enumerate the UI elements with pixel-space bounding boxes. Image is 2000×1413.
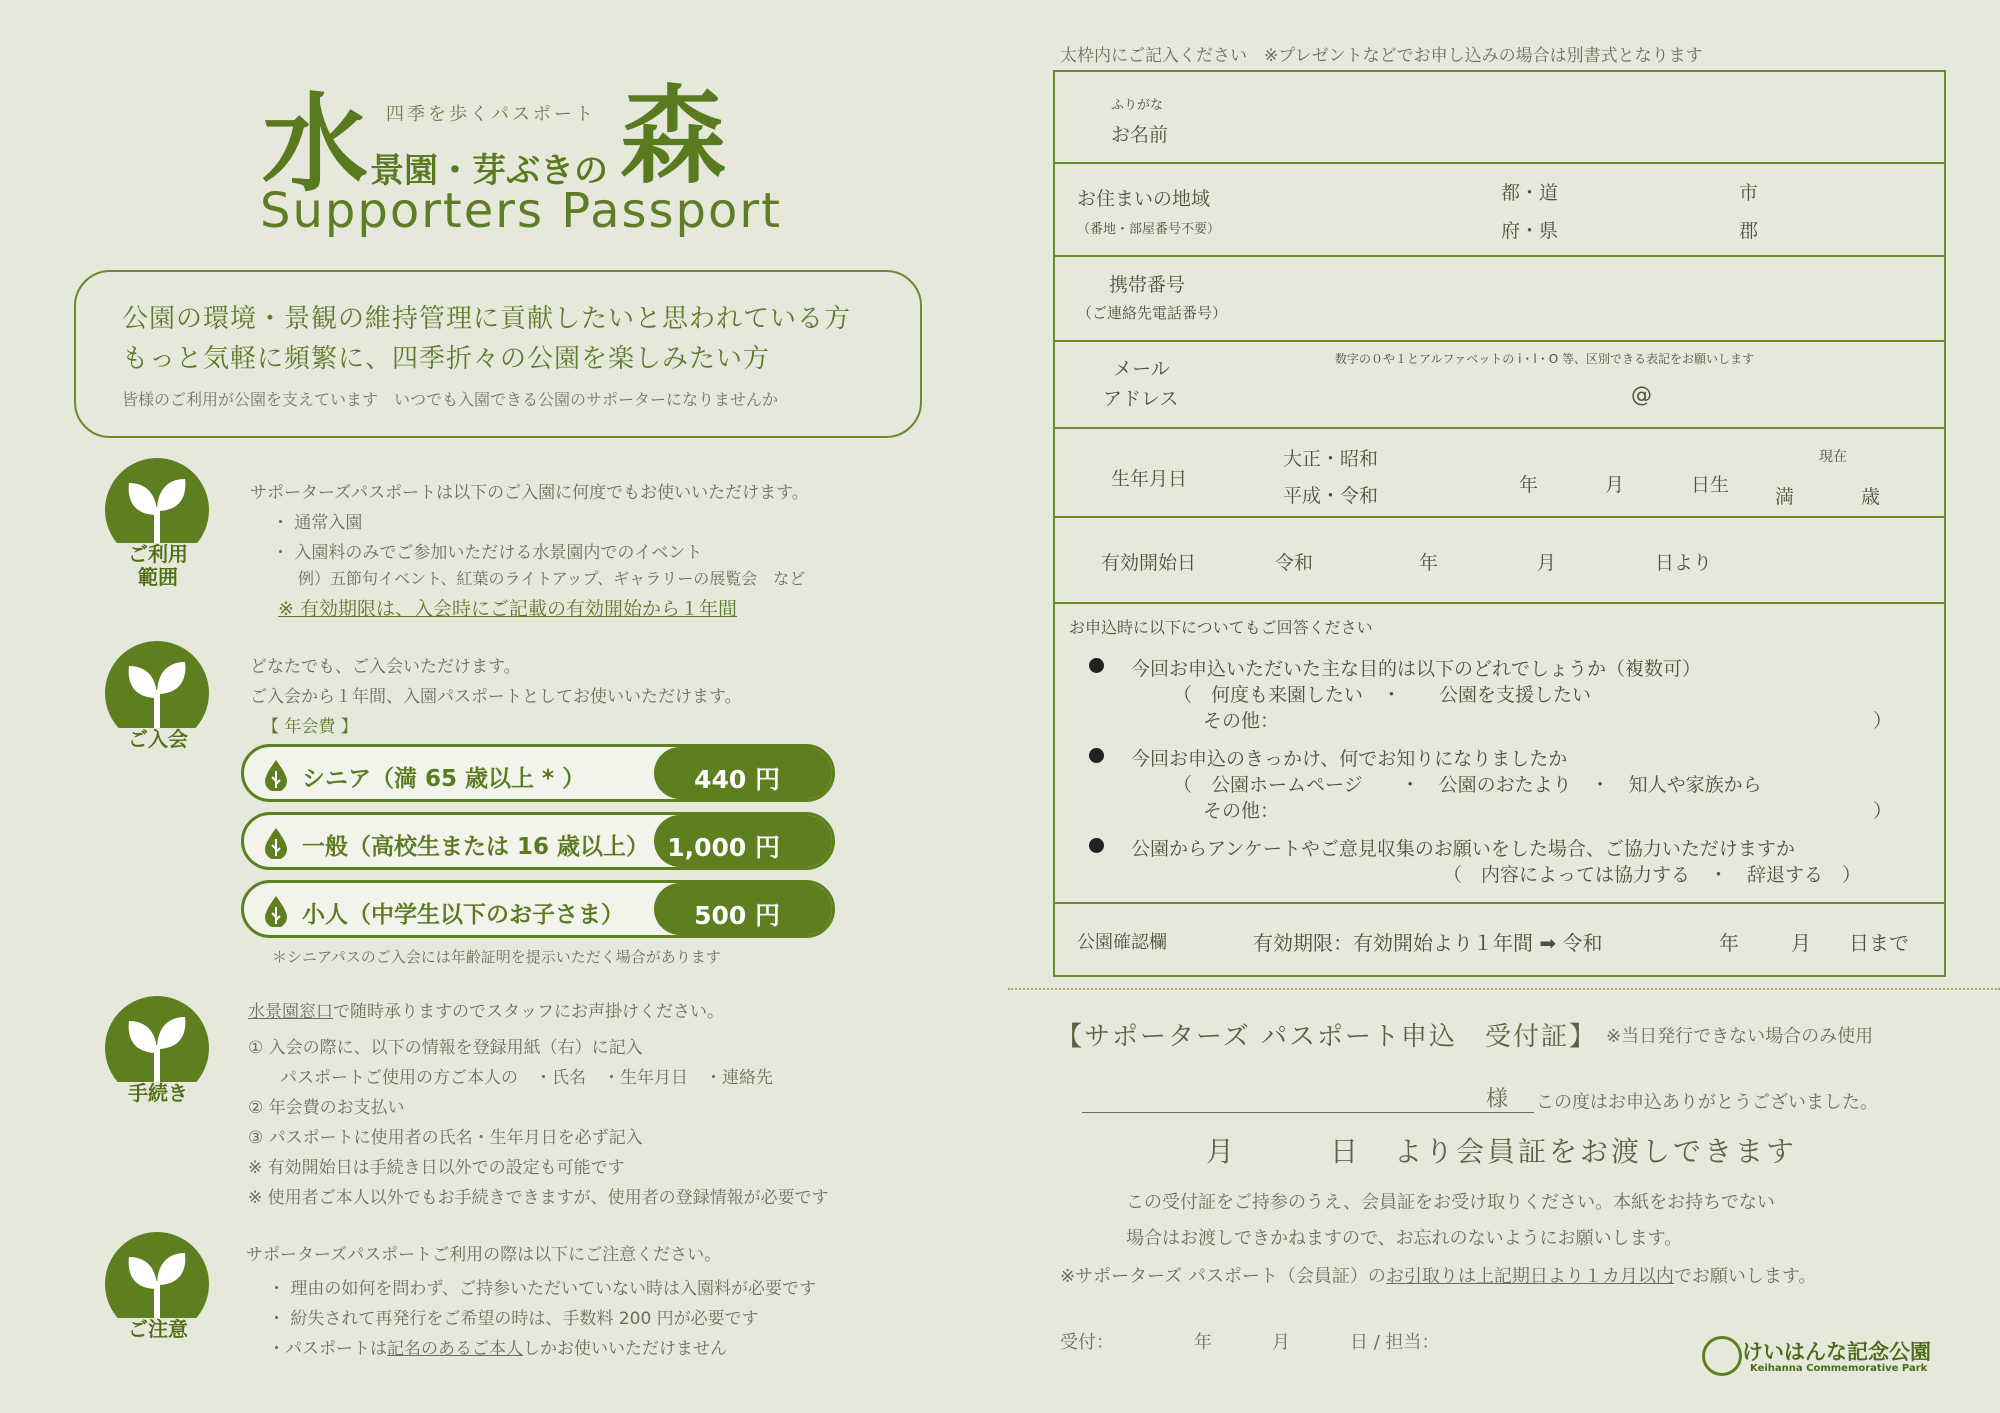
furigana-label: ふりがな	[1111, 98, 1164, 113]
sama-label: 様	[1486, 1087, 1509, 1112]
accept-day: 日 / 担当：	[1350, 1332, 1440, 1353]
todo-label: 都・道	[1501, 182, 1559, 204]
question-1: 今回お申込いただいた主な目的は以下のどれでしょうか（複数可）	[1131, 658, 1702, 680]
join-line-2: ご入会から１年間、入園パスポートとしてお使いいただけます。	[250, 687, 742, 707]
accept-label: 受付：	[1060, 1332, 1114, 1353]
start-month: 月	[1537, 552, 1557, 574]
receipt-para-3: ※サポーターズ パスポート（会員証）のお引取りは上記期日より１カ月以内でお願いします。	[1060, 1266, 1817, 1287]
join-line-1: どなたでも、ご入会いただけます。	[250, 657, 521, 677]
badge-usage-label: ご利用 範囲	[112, 543, 204, 589]
shi-label: 市	[1739, 182, 1759, 204]
start-reiwa: 令和	[1275, 552, 1314, 574]
title-mizu: 水	[262, 83, 368, 206]
question-lead: お申込時に以下についてもご回答ください	[1069, 618, 1373, 637]
expiry-year: 年	[1719, 931, 1739, 955]
usage-lead: サポーターズパスポートは以下のご入園に何度でもお使いいただけます。	[250, 483, 809, 503]
caution-item-1: ・ 理由の如何を問わず、ご持参いただいていない時は入園料が必要です	[268, 1279, 817, 1299]
procedure-note-2: ※ 使用者ご本人以外でもお手続きできますが、使用者の登録情報が必要です	[248, 1188, 829, 1208]
price-name: 小人（中学生以下のお子さま）	[302, 902, 624, 928]
badge-procedure-label: 手続き	[112, 1082, 204, 1105]
badge-join-label: ご入会	[112, 728, 204, 751]
intro-line-3: 皆様のご利用が公園を支えています いつでも入園できる公園のサポーターになりませんか	[122, 390, 779, 409]
price-row-child	[241, 880, 835, 938]
name-label: お名前	[1111, 124, 1169, 146]
price-row-general	[241, 812, 835, 870]
birth-label: 生年月日	[1111, 468, 1188, 490]
procedure-step-3: ③ パスポートに使用者の氏名・生年月日を必ず記入	[248, 1128, 643, 1148]
gun-label: 郡	[1739, 220, 1759, 242]
price-value: 1,000 円	[667, 833, 780, 862]
price-name: シニア（満 65 歳以上 * ）	[302, 766, 586, 792]
caution-item-3: ・パスポートは記名のあるご本人しかお使いいただけません	[268, 1339, 727, 1359]
logo-circle-icon	[1702, 1336, 1742, 1376]
caution-lead: サポーターズパスポートご利用の際は以下にご注意ください。	[246, 1245, 722, 1265]
question-1-options: （ 何度も来園したい ・ 公園を支援したい	[1173, 684, 1592, 706]
receipt-para-2: 場合はお渡しできかねますので、お忘れのないようにお願いします。	[1126, 1228, 1683, 1249]
usage-example: 例）五節句イベント、紅葉のライトアップ、ギャラリーの展覧会 など	[298, 569, 806, 588]
logo-text: けいはんな記念公園	[1742, 1340, 1931, 1364]
question-2-close: ）	[1873, 800, 1893, 822]
man-label: 満	[1775, 486, 1795, 508]
question-3: 公園からアンケートやご意見収集のお願いをした場合、ご協力いただけますか	[1131, 838, 1795, 860]
at-sign: @	[1631, 383, 1652, 407]
expiry-text: 有効期限：有効開始より１年間 ➡ 令和	[1253, 931, 1603, 955]
accept-year: 年	[1194, 1332, 1212, 1353]
era-2: 平成・令和	[1283, 485, 1379, 507]
era-1: 大正・昭和	[1283, 448, 1379, 470]
receipt-title: 【サポーターズ パスポート申込 受付証】	[1056, 1022, 1597, 1052]
procedure-note-1: ※ 有効開始日は手続き日以外での設定も可能です	[248, 1158, 625, 1178]
start-year: 年	[1419, 552, 1439, 574]
cut-line	[1008, 988, 2000, 990]
deliver-month: 月	[1206, 1135, 1238, 1168]
fee-label: 【 年会費 】	[262, 717, 358, 737]
area-note: （番地・部屋番号不要）	[1077, 222, 1221, 237]
registration-form	[1053, 70, 1946, 977]
current-label: 現在	[1819, 449, 1847, 465]
usage-item-2: ・ 入園料のみでご参加いただける水景園内でのイベント	[272, 543, 703, 563]
badge-caution-label: ご注意	[112, 1318, 204, 1341]
mail-label-2: アドレス	[1103, 388, 1179, 410]
procedure-lead: 水景園窓口で随時承りますのでスタッフにお声掛けください。	[248, 1002, 724, 1022]
phone-label: 携帯番号	[1109, 274, 1186, 296]
deliver-day: 日	[1330, 1135, 1359, 1168]
usage-validity: ※ 有効期限は、入会時にご記載の有効開始から１年間	[278, 598, 737, 620]
price-value: 440 円	[694, 765, 780, 794]
fuken-label: 府・県	[1501, 220, 1559, 242]
price-name: 一般（高校生または 16 歳以上）	[302, 834, 650, 860]
question-2-options: （ 公園ホームページ ・ 公園のおたより ・ 知人や家族から	[1173, 774, 1762, 796]
title-mori: 森	[620, 75, 726, 198]
price-value: 500 円	[694, 901, 780, 930]
area-label: お住まいの地域	[1077, 188, 1211, 210]
intro-line-1: 公園の環境・景観の維持管理に貢献したいと思われている方	[122, 304, 852, 334]
procedure-step-2: ② 年会費のお支払い	[248, 1098, 405, 1118]
sai-label: 歳	[1861, 486, 1881, 508]
question-3-options: （ 内容によっては協力する ・ 辞退する ）	[1443, 864, 1862, 886]
deliver-text: より会員証をお渡しできます	[1394, 1135, 1798, 1168]
receipt-para-1: この受付証をご持参のうえ、会員証をお受け取りください。本紙をお持ちでない	[1126, 1192, 1775, 1213]
start-label: 有効開始日	[1101, 552, 1197, 574]
receipt-title-note: ※当日発行できない場合のみ使用	[1606, 1026, 1874, 1047]
drop-leaf-icon	[264, 895, 288, 927]
birth-year-label: 年	[1519, 474, 1539, 496]
expiry-until: 日まで	[1849, 931, 1909, 955]
procedure-step-1b: パスポートご使用の方ご本人の ・氏名 ・生年月日 ・連絡先	[280, 1068, 773, 1088]
title-middle: 景園・芽ぶきの	[370, 151, 608, 191]
procedure-window-link: 水景園窓口	[248, 1002, 333, 1022]
birth-month-label: 月	[1605, 474, 1625, 496]
form-top-note: 太枠内にご記入ください ※プレゼントなどでお申し込みの場合は別書式となります	[1060, 46, 1703, 66]
title-english: Supporters Passport	[260, 183, 782, 239]
mail-label-1: メール	[1113, 358, 1170, 380]
usage-item-1: ・ 通常入園	[272, 513, 363, 533]
title-subtitle: 四季を歩くパスポート	[386, 104, 596, 125]
bullet-icon	[1089, 838, 1104, 853]
arrow-right-icon: ➡	[1539, 931, 1557, 955]
price-row-senior	[241, 744, 835, 802]
mail-note: 数字の０や１とアルファベットの i・l・O 等、区別できる表記をお願いします	[1335, 352, 1755, 366]
accept-month: 月	[1272, 1332, 1290, 1353]
senior-note: ＊シニアパスのご入会には年齢証明を提示いただく場合があります	[272, 948, 721, 966]
drop-leaf-icon	[264, 827, 288, 859]
start-day: 日より	[1655, 552, 1713, 574]
intro-line-2: もっと気軽に頻繁に、四季折々の公園を楽しみたい方	[122, 344, 771, 374]
birth-day-label: 日生	[1691, 474, 1730, 496]
question-2-other: その他：	[1203, 800, 1280, 822]
confirm-label: 公園確認欄	[1077, 932, 1167, 953]
bullet-icon	[1089, 748, 1104, 763]
recipient-line	[1082, 1112, 1534, 1113]
question-2: 今回お申込のきっかけ、何でお知りになりましたか	[1131, 748, 1568, 770]
drop-leaf-icon	[264, 759, 288, 791]
procedure-step-1: ① 入会の際に、以下の情報を登録用紙（右）に記入	[248, 1038, 643, 1058]
phone-note: （ご連絡先電話番号）	[1077, 304, 1228, 322]
expiry-month: 月	[1791, 931, 1811, 955]
caution-item-2: ・ 紛失されて再発行をご希望の時は、手数料 200 円が必要です	[268, 1309, 759, 1329]
question-1-other: その他：	[1203, 710, 1280, 732]
thanks-text: この度はお申込ありがとうございました。	[1536, 1092, 1878, 1113]
bullet-icon	[1089, 658, 1104, 673]
question-1-close: ）	[1873, 710, 1893, 732]
logo-english: Keihanna Commemorative Park	[1750, 1363, 1928, 1374]
